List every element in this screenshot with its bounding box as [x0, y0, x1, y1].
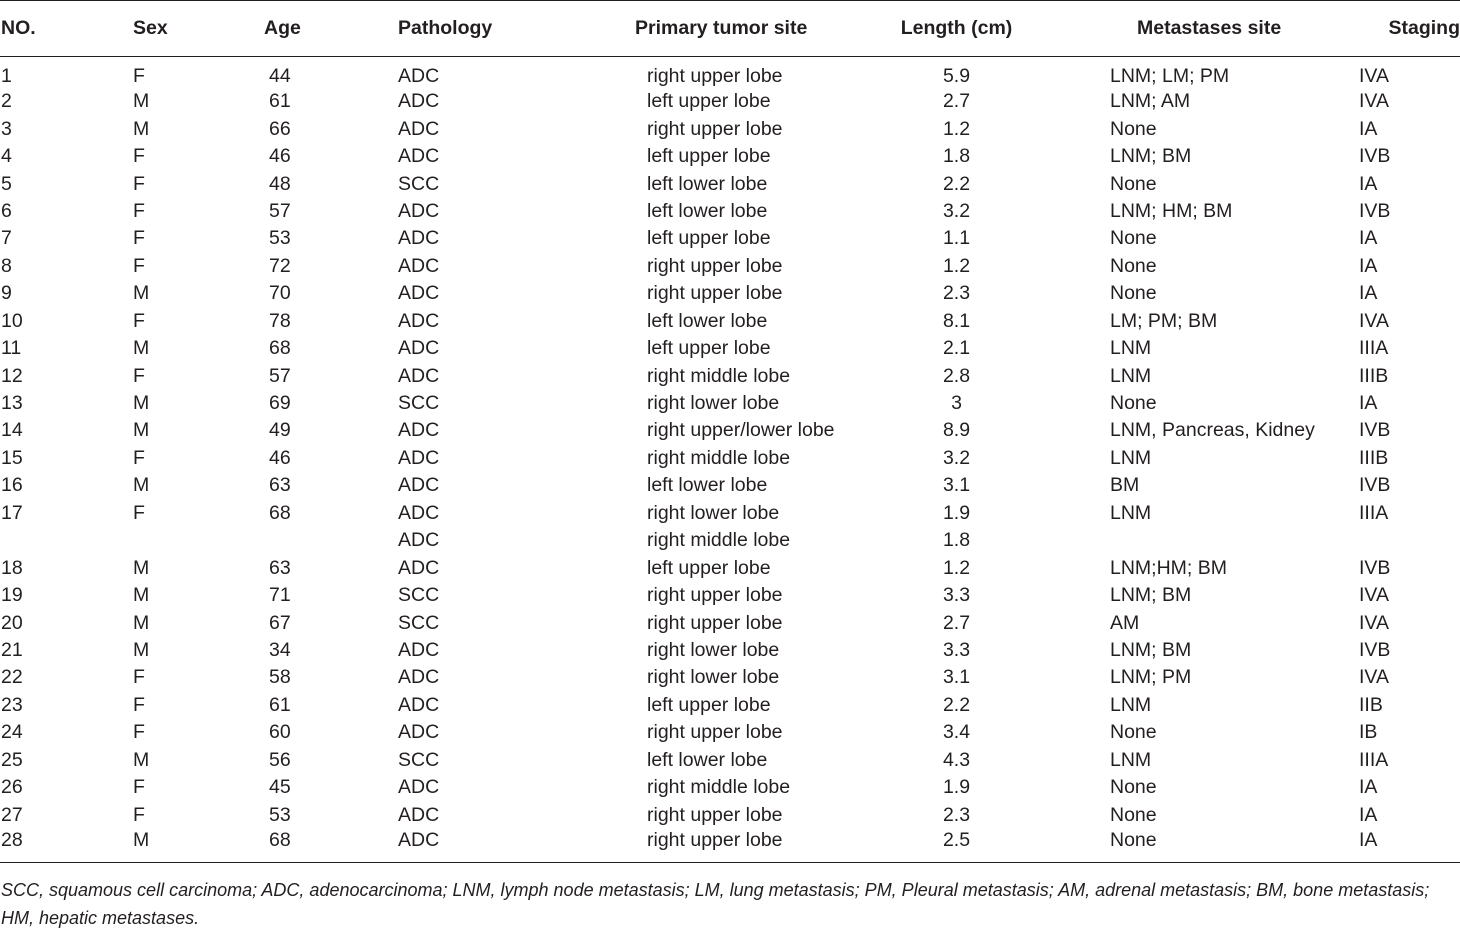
cell-length: 3.4 — [942, 721, 971, 744]
cell-sex: F — [133, 364, 145, 387]
cell-sex: M — [133, 584, 150, 607]
cell-metastases-site: None — [1110, 117, 1157, 140]
cell-length: 4.3 — [942, 748, 971, 771]
cell-pathology: ADC — [398, 693, 440, 716]
cell-length: 3.1 — [942, 666, 971, 689]
cell-age: 70 — [269, 282, 291, 305]
cell-primary-tumor-site: left upper lobe — [647, 227, 771, 250]
cell-no: 23 — [1, 693, 23, 716]
cell-pathology: ADC — [398, 638, 440, 661]
cell-length: 3.2 — [942, 446, 971, 469]
cell-staging: IA — [1359, 776, 1378, 799]
cell-length: 2.2 — [942, 172, 971, 195]
cell-staging: IIB — [1359, 693, 1383, 716]
cell-pathology: ADC — [398, 446, 440, 469]
header-length: Length (cm) — [839, 1, 1074, 57]
cell-sex: F — [133, 254, 145, 277]
cell-sex: F — [133, 776, 145, 799]
cell-no: 10 — [1, 309, 23, 332]
cell-pathology: ADC — [398, 829, 588, 863]
cell-length: 1.8 — [942, 529, 971, 552]
cell-age: 44 — [269, 65, 291, 87]
cell-pathology: ADC — [398, 501, 440, 524]
table-row — [0, 417, 1460, 444]
cell-staging: IA — [1359, 282, 1378, 305]
table-row — [0, 115, 1460, 142]
cell-length: 3.3 — [942, 638, 971, 661]
cell-no: 4 — [1, 145, 12, 168]
table-row — [0, 170, 1460, 197]
header-row — [0, 1, 1460, 57]
cell-metastases-site: None — [1110, 721, 1157, 744]
cell-sex: F — [133, 172, 145, 195]
cell-no: 5 — [1, 172, 12, 195]
table-row — [0, 362, 1460, 389]
cell-primary-tumor-site: right upper lobe — [647, 584, 783, 607]
cell-pathology: ADC — [398, 776, 440, 799]
cell-length: 3 — [951, 392, 962, 415]
cell-length: 1.9 — [942, 501, 971, 524]
cell-primary-tumor-site: right middle lobe — [647, 776, 791, 799]
table-body — [0, 57, 1460, 863]
cell-length: 8.1 — [942, 309, 971, 332]
cell-primary-tumor-site: right lower lobe — [647, 501, 780, 524]
cell-age: 60 — [269, 721, 291, 744]
cell-metastases-site: LNM; BM — [1110, 584, 1192, 607]
cell-staging: IIIB — [1359, 364, 1389, 387]
cell-primary-tumor-site: right middle lobe — [647, 364, 791, 387]
cell-no: 25 — [1, 748, 23, 771]
cell-primary-tumor-site: left lower lobe — [647, 199, 768, 222]
cell-no: 20 — [1, 611, 23, 634]
cell-length: 2.3 — [942, 803, 971, 826]
cell-length: 1.8 — [942, 145, 971, 168]
cell-no: 11 — [1, 337, 22, 360]
header-pathology: Pathology — [398, 1, 588, 57]
cell-primary-tumor-site: right middle lobe — [647, 529, 791, 552]
cell-sex: M — [133, 556, 150, 579]
cell-metastases-site: None — [1110, 803, 1157, 826]
cell-primary-tumor-site: right upper lobe — [588, 829, 839, 863]
cell-metastases-site: None — [1110, 282, 1157, 305]
table-row — [0, 664, 1460, 691]
cell-primary-tumor-site: right lower lobe — [647, 392, 780, 415]
cell-primary-tumor-site: left lower lobe — [647, 474, 768, 497]
table-row — [0, 335, 1460, 362]
cell-staging: IVA — [1359, 584, 1389, 607]
cell-sex: F — [133, 65, 145, 87]
cell-primary-tumor-site: right upper lobe — [647, 254, 783, 277]
cell-no: 18 — [1, 556, 23, 579]
cell-no: 13 — [1, 392, 23, 415]
cell-sex: F — [133, 501, 145, 524]
table-row — [0, 554, 1460, 581]
table-row — [0, 225, 1460, 252]
cell-primary-tumor-site: left lower lobe — [647, 172, 768, 195]
cell-staging: IIIA — [1359, 501, 1389, 524]
cell-length: 1.1 — [942, 227, 971, 250]
cell-metastases-site: BM — [1110, 474, 1140, 497]
table-row — [0, 88, 1460, 115]
cell-primary-tumor-site: right upper lobe — [647, 611, 783, 634]
header-sex: Sex — [133, 1, 264, 57]
cell-pathology: SCC — [398, 748, 440, 771]
cell-metastases-site: LNM; BM — [1110, 145, 1192, 168]
cell-age: 57 — [269, 199, 291, 222]
cell-age: 34 — [269, 638, 291, 661]
cell-staging: IA — [1359, 117, 1378, 140]
cell-primary-tumor-site: left lower lobe — [647, 748, 768, 771]
cell-staging: IVB — [1359, 199, 1391, 222]
cell-age: 46 — [269, 145, 291, 168]
cell-no: 19 — [1, 584, 23, 607]
cell-age: 61 — [269, 90, 291, 113]
cell-staging: IVA — [1359, 90, 1389, 113]
cell-sex: F — [133, 145, 145, 168]
cell-pathology: ADC — [398, 721, 440, 744]
cell-age: 56 — [269, 748, 291, 771]
cell-primary-tumor-site: right upper/lower lobe — [647, 419, 835, 442]
cell-pathology: ADC — [398, 337, 440, 360]
table-row — [0, 637, 1460, 664]
cell-metastases-site: LM; PM; BM — [1110, 309, 1218, 332]
cell-staging: IVB — [1359, 474, 1391, 497]
cell-sex: M — [133, 829, 264, 863]
cell-primary-tumor-site: right upper lobe — [647, 65, 783, 87]
cell-pathology: ADC — [398, 666, 440, 689]
cell-staging: IA — [1359, 172, 1378, 195]
cell-primary-tumor-site: right upper lobe — [647, 117, 783, 140]
cell-metastases-site: LNM; PM — [1110, 666, 1192, 689]
cell-pathology: ADC — [398, 474, 440, 497]
cell-age: 71 — [269, 584, 291, 607]
cell-no: 3 — [1, 117, 12, 140]
cell-age: 45 — [269, 776, 291, 799]
table-row — [0, 801, 1460, 828]
cell-sex — [133, 527, 264, 554]
cell-age: 49 — [269, 419, 291, 442]
cell-staging: IIIA — [1359, 748, 1389, 771]
cell-staging: IVA — [1359, 309, 1389, 332]
cell-age: 68 — [269, 501, 291, 524]
cell-primary-tumor-site: left upper lobe — [647, 90, 771, 113]
table-row — [0, 582, 1460, 609]
cell-length: 8.9 — [942, 419, 971, 442]
cell-primary-tumor-site: right upper lobe — [647, 803, 783, 826]
cell-metastases-site: LNM; HM; BM — [1110, 199, 1233, 222]
cell-no: 26 — [1, 776, 23, 799]
cell-metastases-site: LNM, Pancreas, Kidney — [1110, 419, 1315, 442]
cell-age: 67 — [269, 611, 291, 634]
cell-primary-tumor-site: right lower lobe — [647, 638, 780, 661]
table-row — [0, 445, 1460, 472]
cell-staging: IIIB — [1359, 446, 1389, 469]
cell-length: 2.2 — [942, 693, 971, 716]
cell-age: 61 — [269, 693, 291, 716]
cell-staging: IVB — [1359, 145, 1391, 168]
cell-sex: M — [133, 419, 150, 442]
cell-no: 16 — [1, 474, 23, 497]
cell-pathology: SCC — [398, 584, 440, 607]
cell-no: 7 — [1, 227, 12, 250]
cell-sex: M — [133, 90, 150, 113]
cell-age: 46 — [269, 446, 291, 469]
cell-metastases-site: LNM — [1110, 693, 1152, 716]
table-row — [0, 308, 1460, 335]
cell-age: 78 — [269, 309, 291, 332]
cell-length: 3.1 — [942, 474, 971, 497]
cell-age: 66 — [269, 117, 291, 140]
cell-age: 69 — [269, 392, 291, 415]
cell-primary-tumor-site: right middle lobe — [647, 446, 791, 469]
table-row — [0, 500, 1460, 527]
cell-metastases-site — [1074, 527, 1359, 554]
cell-length: 1.2 — [942, 117, 971, 140]
cell-age: 68 — [264, 829, 398, 863]
cell-pathology: SCC — [398, 392, 440, 415]
cell-no: 2 — [1, 90, 12, 113]
cell-length: 1.2 — [942, 254, 971, 277]
cell-age: 72 — [269, 254, 291, 277]
cell-staging: IA — [1359, 829, 1460, 863]
cell-age: 48 — [269, 172, 291, 195]
cell-sex: M — [133, 392, 150, 415]
cell-age: 58 — [269, 666, 291, 689]
table-row — [0, 829, 1460, 863]
cell-age: 63 — [269, 556, 291, 579]
cell-metastases-site: None — [1074, 829, 1359, 863]
cell-length: 2.1 — [942, 337, 971, 360]
cell-pathology: ADC — [398, 419, 440, 442]
cell-metastases-site: None — [1110, 172, 1157, 195]
cell-staging: IA — [1359, 227, 1378, 250]
cell-primary-tumor-site: right upper lobe — [647, 282, 783, 305]
cell-pathology: ADC — [398, 556, 440, 579]
cell-metastases-site: LNM — [1110, 446, 1152, 469]
header-primary-tumor-site: Primary tumor site — [588, 1, 839, 57]
cell-sex: M — [133, 282, 150, 305]
cell-length: 2.3 — [942, 282, 971, 305]
cell-no: 27 — [1, 803, 23, 826]
cell-metastases-site: None — [1110, 254, 1157, 277]
cell-age: 63 — [269, 474, 291, 497]
cell-no: 8 — [1, 254, 12, 277]
cell-no: 9 — [1, 282, 12, 305]
cell-primary-tumor-site: right lower lobe — [647, 666, 780, 689]
cell-pathology: ADC — [398, 227, 440, 250]
cell-staging: IIIA — [1359, 337, 1389, 360]
table-row — [0, 390, 1460, 417]
table-row — [0, 527, 1460, 554]
cell-length: 1.9 — [942, 776, 971, 799]
cell-staging: IVA — [1359, 611, 1389, 634]
cell-metastases-site: LNM;HM; BM — [1110, 556, 1227, 579]
header-metastases-site: Metastases site — [1074, 1, 1359, 57]
cell-length: 2.8 — [942, 364, 971, 387]
cell-metastases-site: LNM; AM — [1110, 90, 1191, 113]
cell-no: 15 — [1, 446, 23, 469]
cell-metastases-site: LNM — [1110, 501, 1152, 524]
cell-sex: M — [133, 117, 150, 140]
table-header — [0, 1, 1460, 57]
cell-pathology: ADC — [398, 254, 440, 277]
cell-primary-tumor-site: right upper lobe — [647, 721, 783, 744]
cell-sex: M — [133, 337, 150, 360]
cell-age — [264, 527, 398, 554]
table-row — [0, 609, 1460, 636]
header-no: NO. — [0, 1, 133, 57]
cell-pathology: ADC — [398, 145, 440, 168]
cell-metastases-site: None — [1110, 776, 1157, 799]
cell-no: 28 — [0, 829, 133, 863]
cell-no: 21 — [1, 638, 23, 661]
table-row — [0, 719, 1460, 746]
cell-pathology: ADC — [398, 803, 440, 826]
cell-primary-tumor-site: left upper lobe — [647, 337, 771, 360]
cell-staging — [1359, 527, 1460, 554]
header-staging: Staging — [1359, 1, 1460, 57]
cell-primary-tumor-site: left upper lobe — [647, 145, 771, 168]
table-row — [0, 747, 1460, 774]
cell-no: 12 — [1, 364, 23, 387]
table-row — [0, 198, 1460, 225]
cell-sex: F — [133, 693, 145, 716]
table-row — [0, 57, 1460, 89]
cell-staging: IVA — [1359, 666, 1389, 689]
cell-staging: IVB — [1359, 556, 1391, 579]
cell-length: 1.2 — [942, 556, 971, 579]
cell-no: 24 — [1, 721, 23, 744]
cell-metastases-site: LNM — [1110, 364, 1152, 387]
cell-sex: F — [133, 227, 145, 250]
cell-sex: F — [133, 309, 145, 332]
cell-staging: IVB — [1359, 638, 1391, 661]
cell-metastases-site: LNM — [1110, 748, 1152, 771]
cell-pathology: ADC — [398, 199, 440, 222]
table-row — [0, 774, 1460, 801]
cell-no: 14 — [1, 419, 23, 442]
header-age: Age — [264, 1, 398, 57]
cell-primary-tumor-site: left lower lobe — [647, 309, 768, 332]
cell-staging: IVB — [1359, 419, 1391, 442]
cell-staging: IB — [1359, 721, 1378, 744]
cell-primary-tumor-site: left upper lobe — [647, 556, 771, 579]
table-footnote: SCC, squamous cell carcinoma; ADC, adenocarcinoma; LNM, lymph node metastasis; LM, lung metastasis; PM, Pleural metastasis; AM, adrenal metastasis; BM, bone metastasis; HM, hepatic metastases. — [1, 880, 1430, 928]
cell-sex: F — [133, 803, 145, 826]
cell-pathology: ADC — [398, 65, 440, 87]
cell-age: 53 — [269, 803, 291, 826]
cell-sex: M — [133, 611, 150, 634]
cell-metastases-site: LNM — [1110, 337, 1152, 360]
cell-metastases-site: None — [1110, 227, 1157, 250]
cell-no: 6 — [1, 199, 12, 222]
cell-pathology: ADC — [398, 309, 440, 332]
cell-sex: M — [133, 638, 150, 661]
cell-pathology: SCC — [398, 172, 440, 195]
cell-length: 5.9 — [942, 65, 971, 87]
cell-pathology: ADC — [398, 117, 440, 140]
table-row — [0, 143, 1460, 170]
table-row — [0, 253, 1460, 280]
cell-length: 2.7 — [942, 611, 971, 634]
cell-sex: M — [133, 474, 150, 497]
cell-age: 57 — [269, 364, 291, 387]
cell-primary-tumor-site: left upper lobe — [647, 693, 771, 716]
cell-age: 68 — [269, 337, 291, 360]
cell-pathology: ADC — [398, 529, 440, 552]
cell-staging: IVA — [1359, 65, 1389, 87]
cell-sex: M — [133, 748, 150, 771]
table-row — [0, 472, 1460, 499]
cell-no: 17 — [1, 501, 23, 524]
cell-pathology: ADC — [398, 90, 440, 113]
cell-metastases-site: AM — [1110, 611, 1140, 634]
cell-staging: IA — [1359, 803, 1378, 826]
cell-no: 22 — [1, 666, 23, 689]
cell-pathology: ADC — [398, 282, 440, 305]
cell-sex: F — [133, 666, 145, 689]
cell-sex: F — [133, 199, 145, 222]
table-row — [0, 280, 1460, 307]
table-row — [0, 692, 1460, 719]
cell-metastases-site: None — [1110, 392, 1157, 415]
cell-metastases-site: LNM; BM — [1110, 638, 1192, 661]
cell-staging: IA — [1359, 254, 1378, 277]
cell-sex: F — [133, 446, 145, 469]
cell-age: 53 — [269, 227, 291, 250]
cell-metastases-site: LNM; LM; PM — [1110, 65, 1230, 87]
cell-staging: IA — [1359, 392, 1378, 415]
cell-length: 3.3 — [942, 584, 971, 607]
cell-length: 2.7 — [942, 90, 971, 113]
cell-pathology: SCC — [398, 611, 440, 634]
cell-pathology: ADC — [398, 364, 440, 387]
cell-no: 1 — [1, 65, 12, 87]
cell-length: 3.2 — [942, 199, 971, 222]
cell-sex: F — [133, 721, 145, 744]
cell-length: 2.5 — [839, 829, 1074, 863]
cell-no — [0, 527, 133, 554]
